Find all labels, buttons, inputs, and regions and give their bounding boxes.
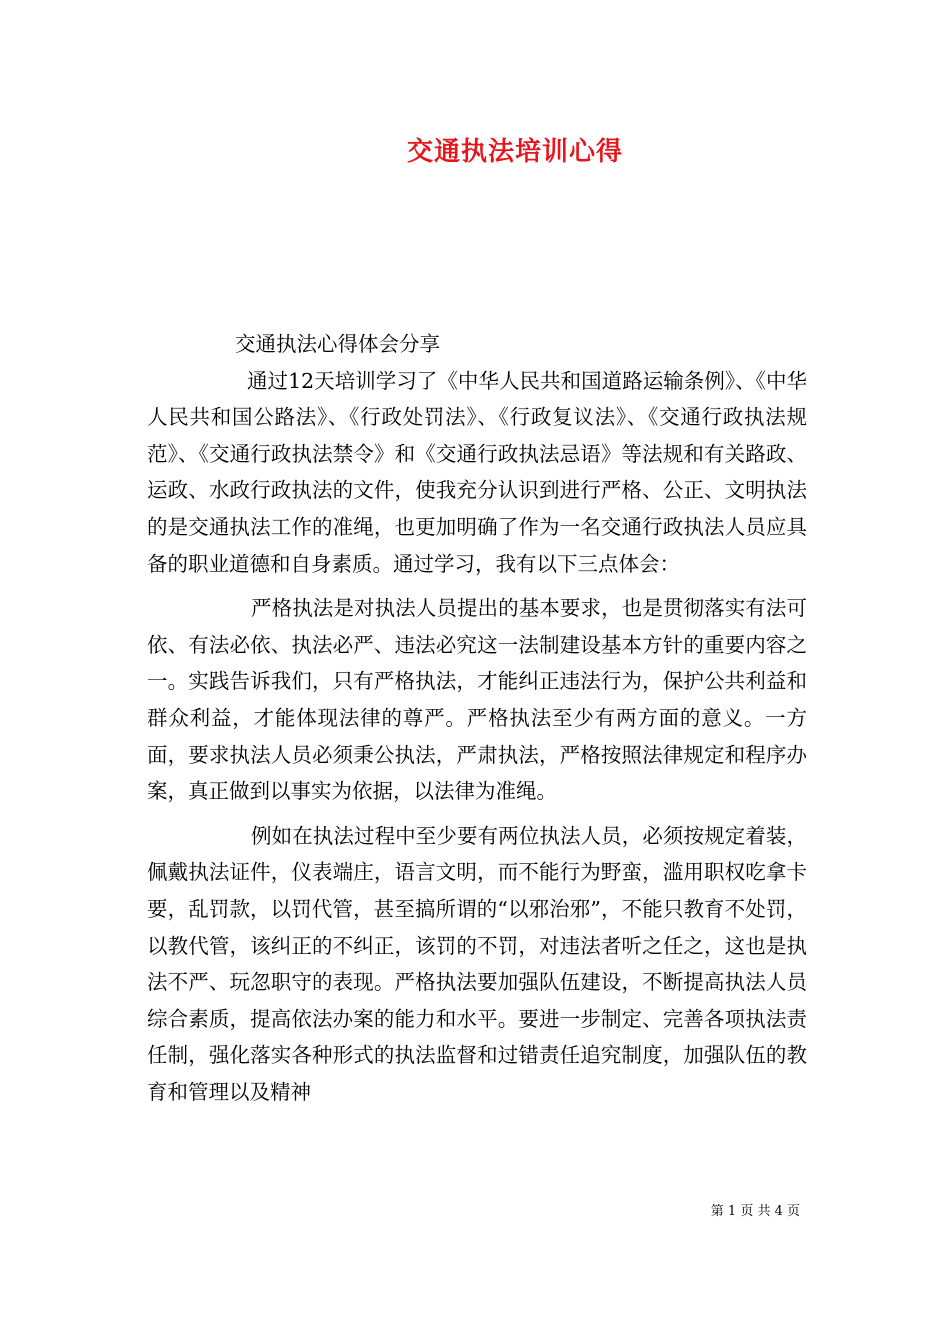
paragraph-gap [147, 810, 807, 818]
paragraph-intro: 通过12天培训学习了《中华人民共和国道路运输条例》、《中华人民共和国公路法》、《行政处罚法》、《行政复议法》、《交通行政执法规范》、《交通行政执法禁令》和《交通行政执法忌语》等法规和有关路政、运政、水政行政执法的文件，使我充分认识到进行严格、公正、文明执法的是交通执法工作的准绳，也更加明确了作为一名交通行政执法人员应具备的职业道德和自身素质。通过学习，我有以下三点体会： [147, 368, 807, 576]
paragraph-example: 例如在执法过程中至少要有两位执法人员，必须按规定着装，佩戴执法证件，仪表端庄，语言文明，而不能行为野蛮，滥用职权吃拿卡要，乱罚款，以罚代管，甚至搞所谓的“以邪治邪”，不能只教育不处罚，以教代管，该纠正的不纠正，该罚的不罚，对违法者听之任之，这也是执法不严、玩忽职守的表现。严格执法要加强队伍建设，不断提高执法人员综合素质，提高依法办案的能力和水平。要进一步制定、完善各项执法责任制，强化落实各种形式的执法监督和过错责任追究制度，加强队伍的教育和管理以及精神 [147, 823, 807, 1104]
paragraph-gap [147, 582, 807, 590]
document-title: 交通执法培训心得 [406, 137, 623, 167]
document-subtitle: 交通执法心得体会分享 [235, 332, 440, 356]
document-body [147, 326, 807, 1110]
paragraph-strict-enforcement: 严格执法是对执法人员提出的基本要求，也是贯彻落实有法可依、有法必依、执法必严、违法必究这一法制建设基本方针的重要内容之一。实践告诉我们，只有严格执法，才能纠正违法行为，保护公共利益和群众利益，才能体现法律的尊严。严格执法至少有两方面的意义。一方面，要求执法人员必须秉公执法，严肃执法，严格按照法律规定和程序办案，真正做到以事实为依据，以法律为准绳。 [147, 596, 807, 804]
page-number: 第 1 页 共 4 页 [710, 1204, 800, 1219]
